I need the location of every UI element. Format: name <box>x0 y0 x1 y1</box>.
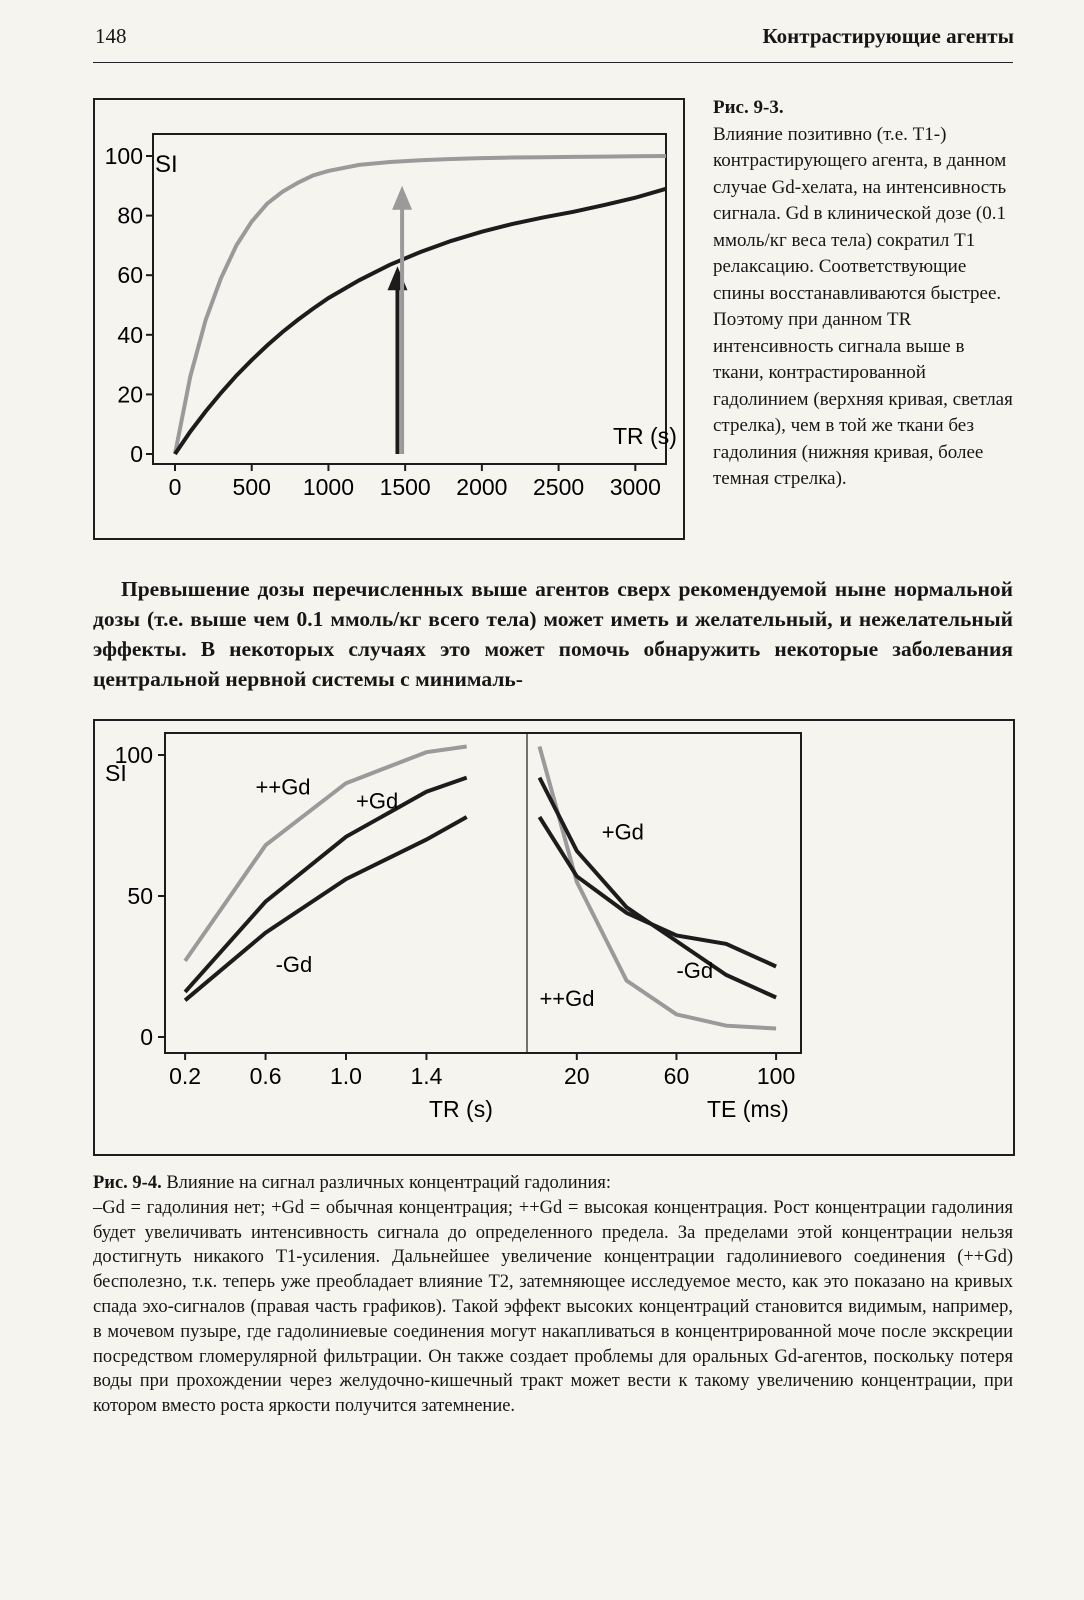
fig4-annotation: ++Gd <box>539 985 595 1011</box>
fig4-annotation: -Gd <box>676 957 714 983</box>
fig3-xlabel: TR (s) <box>613 423 677 449</box>
fig3-ytick-label: 80 <box>117 202 143 229</box>
fig3-plot-frame <box>153 134 666 464</box>
fig4-annotation: +Gd <box>356 788 399 814</box>
fig3-ytick-label: 100 <box>104 143 143 169</box>
fig4-xtick-label: 0.2 <box>169 1063 202 1089</box>
fig4-xlabel-te: TE (ms) <box>707 1096 789 1122</box>
fig3-arrow-head <box>387 266 407 290</box>
fig4-annotation: +Gd <box>601 819 644 845</box>
fig3-xtick-label: 0 <box>168 474 182 500</box>
fig4-series-te-line <box>540 817 777 967</box>
page-number: 148 <box>95 24 127 48</box>
fig4-series-te-line <box>540 778 777 998</box>
figure-9-4-chart <box>93 719 1015 1156</box>
fig4-series-tr-line <box>185 778 467 992</box>
figure-9-3-chart <box>93 98 685 540</box>
fig4-ytick-label: 50 <box>127 883 153 909</box>
fig4-xtick-label: 1.0 <box>330 1063 362 1089</box>
figure-9-3-caption-text: Влияние позитивно (т.е. Т1-) контрастирующего агента, в данном случае Gd-хелата, на интенсивность сигнала. Gd в клинической дозе (0.1 ммоль/кг веса тела) сократил T1 релаксацию. Соответствующие спины восстанавливаются быстрее. Поэтому при данном TR интенсивность сигнала выше в ткани, контрастированной гадолинием (верхняя кривая, светлая стрелка), чем в той же ткани без гадолиния (нижняя кривая, более темная стрелка). <box>713 123 1013 489</box>
fig3-ylabel: SI <box>155 151 178 178</box>
fig3-xtick-label: 3000 <box>609 474 661 500</box>
fig4-xtick-label: 0.6 <box>249 1063 282 1089</box>
body-paragraph: Превышение дозы перечисленных выше агентов сверх рекомендуемой ныне нормальной дозы (т.е. выше чем 0.1 ммоль/кг всего тела) может иметь и желательный, и нежелательный эффекты. В некоторых случаях это может помочь обнаружить некоторые заболевания центральной нервной системы с минималь- <box>93 577 1013 691</box>
fig4-xtick-label: 100 <box>756 1063 796 1089</box>
fig4-annotation: -Gd <box>275 952 313 978</box>
fig3-plot <box>95 100 683 538</box>
fig3-xtick-label: 1500 <box>379 474 431 500</box>
fig3-xtick-label: 2000 <box>456 474 508 500</box>
fig3-ytick-label: 40 <box>117 321 143 348</box>
fig4-ytick-label: 0 <box>140 1024 153 1050</box>
figure-9-4-label: Рис. 9-4. <box>93 1173 162 1193</box>
fig3-series-line <box>175 156 666 454</box>
fig3-ytick-label: 20 <box>117 381 143 408</box>
figure-9-4-title: Влияние на сигнал различных концентраций гадолиния: <box>166 1173 612 1193</box>
fig3-xtick-label: 2500 <box>533 474 585 500</box>
fig3-xtick-label: 1000 <box>302 474 355 500</box>
fig3-arrow-head <box>392 186 412 210</box>
figure-9-3-label: Рис. 9-3. <box>713 97 784 118</box>
fig3-ytick-label: 60 <box>117 262 143 289</box>
fig4-plot <box>95 721 1013 1154</box>
fig4-annotation: ++Gd <box>255 774 311 800</box>
fig4-series-tr-line <box>185 817 467 1000</box>
fig4-ylabel: SI <box>105 760 127 786</box>
fig3-xtick-label: 500 <box>232 474 271 500</box>
fig4-ytick-label: 100 <box>114 742 153 768</box>
fig4-xtick-label: 20 <box>564 1063 590 1089</box>
figure-9-3-caption <box>713 95 1013 493</box>
fig4-xlabel-tr: TR (s) <box>429 1096 493 1122</box>
fig3-ytick-label: 0 <box>130 441 143 467</box>
figure-9-4-caption <box>93 1171 1013 1419</box>
header-rule <box>93 62 1013 63</box>
running-head: Контрастирующие агенты <box>762 24 1014 48</box>
fig4-xtick-label: 1.4 <box>410 1063 443 1089</box>
fig4-xtick-label: 60 <box>663 1063 690 1089</box>
figure-9-4-caption-text: –Gd = гадолиния нет; +Gd = обычная концентрация; ++Gd = высокая концентрация. Рост концентрации гадолиния будет увеличивать интенсивность сигнала до определенного предела. За пределами этой концентрации нельзя достигнуть никакого T1-усиления. Дальнейшее увеличение концентрации гадолиниевого соединения (++Gd) бесполезно, т.к. теперь уже преобладает влияние T2, затемняющее исследуемое место, как это показано на кривых спада эхо-сигналов (правая часть графиков). Такой эффект высоких концентраций становится видимым, например, в мочевом пузыре, где гадолиниевые соединения могут накапливаться в концентрированной моче после экскреции посредством гломерулярной фильтрации. Он также создает проблемы для оральных Gd-агентов, поскольку потеря воды при прохождении через желудочно-кишечный тракт может вести к такому увеличению концентрации, при котором вместо роста яркости получится затемнение. <box>93 1197 1013 1417</box>
